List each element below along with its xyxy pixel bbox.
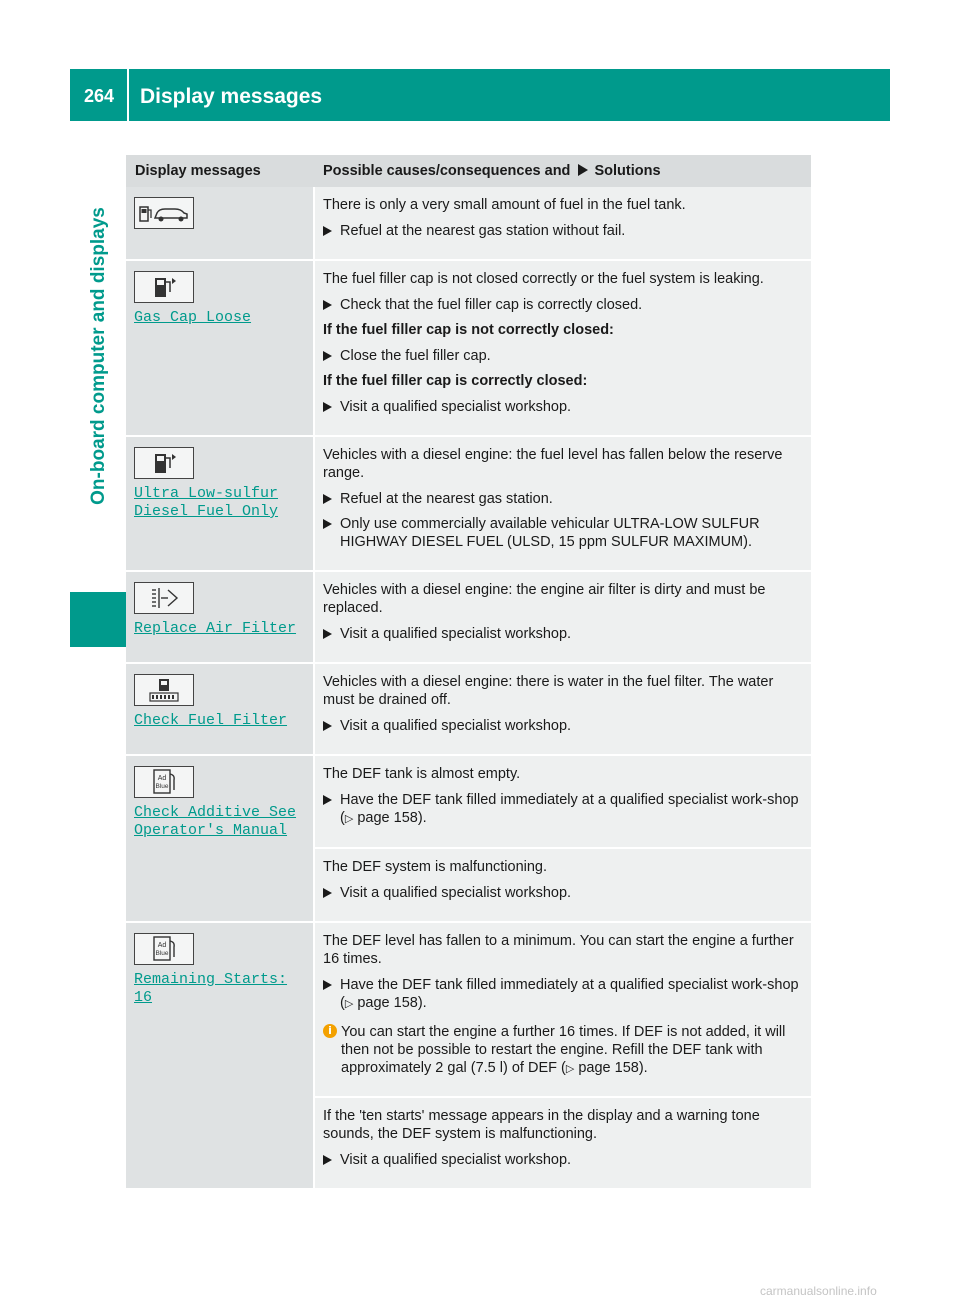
info-icon: i — [323, 1024, 337, 1038]
col-header-display-messages: Display messages — [126, 155, 314, 187]
display-message-text: Check Fuel Filter — [134, 712, 288, 729]
table-row — [126, 436, 811, 571]
air-filter-icon — [134, 582, 194, 614]
table-row — [126, 260, 811, 436]
display-message-text: Gas Cap Loose — [134, 309, 252, 326]
cause-text: The DEF level has fallen to a minimum. You can start the engine a further 16 times. — [323, 933, 794, 967]
header-divider — [127, 69, 129, 121]
table-row — [126, 922, 811, 1097]
page-ref-link[interactable]: page 158). — [357, 995, 427, 1011]
fuel-car-icon — [134, 197, 194, 229]
arrow-right-icon — [323, 351, 332, 361]
action-step: Check that the fuel filler cap is correctly closed. — [323, 296, 803, 314]
action-step: Only use commercially available vehicular ULTRA-LOW SULFUR HIGHWAY DIESEL FUEL (ULSD, 15 ppm SULFUR MAXIMUM). — [323, 515, 803, 551]
svg-text:Blue: Blue — [155, 783, 169, 790]
fuel-filter-icon — [134, 674, 194, 706]
arrow-right-icon — [323, 721, 332, 731]
svg-text:Ad: Ad — [157, 942, 167, 949]
page-title: Display messages — [140, 85, 323, 108]
arrow-right-icon — [323, 226, 332, 236]
arrow-right-icon — [323, 629, 332, 639]
arrow-right-icon — [323, 980, 332, 990]
info-note: i You can start the engine a further 16 times. If DEF is not added, it will then not be possible to restart the engine. Refill the DEF tank with approximately 2 gal (7.5 l) of DEF (▷ page 158). — [323, 1023, 803, 1078]
cause-text: There is only a very small amount of fuel in the fuel tank. — [323, 197, 686, 213]
display-message-line: Operator's Manual — [134, 822, 288, 839]
page-ref-arrow-icon: ▷ — [344, 812, 354, 825]
side-tab-label: On-board computer and displays — [87, 207, 109, 505]
condition-heading: If the fuel filler cap is not correctly closed: — [323, 322, 614, 338]
display-message-text: Remaining Starts: 16 — [134, 971, 288, 1006]
arrow-right-icon — [323, 300, 332, 310]
cause-text: Vehicles with a diesel engine: the engine air filter is dirty and must be replaced. — [323, 582, 766, 616]
action-step: Refuel at the nearest gas station. — [323, 490, 803, 508]
action-step: Visit a qualified specialist workshop. — [323, 398, 803, 416]
table-row — [126, 187, 811, 260]
display-message-line: Diesel Fuel Only — [134, 503, 279, 520]
fuel-pump-icon — [134, 271, 194, 303]
display-message-line: Check Additive See — [134, 804, 297, 821]
display-messages-table — [126, 155, 811, 1190]
arrow-right-icon — [323, 494, 332, 504]
cause-text: Vehicles with a diesel engine: there is water in the fuel filter. The water must be drained off. — [323, 674, 774, 708]
condition-heading: If the fuel filler cap is correctly closed: — [323, 373, 588, 389]
display-message-text: Replace Air Filter — [134, 620, 297, 637]
display-message-line: Ultra Low-sulfur — [134, 485, 279, 502]
table-row — [126, 571, 811, 663]
action-step: Have the DEF tank filled immediately at a qualified specialist work-shop (▷ page 158). — [323, 791, 803, 828]
fuel-pump-icon — [134, 447, 194, 479]
page-number: 264 — [84, 86, 115, 106]
svg-text:Blue: Blue — [155, 950, 169, 957]
action-step: Have the DEF tank filled immediately at a qualified specialist work-shop (▷ page 158). — [323, 976, 803, 1013]
table-header-row — [126, 155, 811, 187]
cause-text: The DEF system is malfunctioning. — [323, 859, 548, 875]
page-ref-link[interactable]: page 158). — [578, 1060, 648, 1076]
cause-text: The DEF tank is almost empty. — [323, 766, 521, 782]
table-row — [126, 663, 811, 755]
action-step: Visit a qualified specialist workshop. — [323, 1151, 803, 1169]
adblue-icon — [134, 933, 194, 965]
action-step: Close the fuel filler cap. — [323, 347, 803, 365]
page-ref-link[interactable]: page 158). — [357, 810, 427, 826]
action-step: Visit a qualified specialist workshop. — [323, 625, 803, 643]
action-step: Visit a qualified specialist workshop. — [323, 884, 803, 902]
action-step: Visit a qualified specialist workshop. — [323, 717, 803, 735]
arrow-right-icon — [323, 402, 332, 412]
side-tab — [70, 121, 127, 591]
cause-text: Vehicles with a diesel engine: the fuel level has fallen below the reserve range. — [323, 447, 783, 481]
arrow-right-icon — [578, 164, 588, 176]
action-step: Refuel at the nearest gas station without fail. — [323, 222, 803, 240]
page-ref-arrow-icon: ▷ — [565, 1062, 575, 1075]
cause-text: If the 'ten starts' message appears in the display and a warning tone sounds, the DEF system is malfunctioning. — [323, 1108, 760, 1142]
side-tab-marker — [70, 592, 127, 647]
page-ref-arrow-icon: ▷ — [344, 997, 354, 1010]
adblue-icon — [134, 766, 194, 798]
arrow-right-icon — [323, 519, 332, 529]
arrow-right-icon — [323, 1155, 332, 1165]
watermark: carmanualsonline.info — [760, 1284, 877, 1298]
arrow-right-icon — [323, 795, 332, 805]
arrow-right-icon — [323, 888, 332, 898]
col-header-causes-solutions: Possible causes/consequences and Solutions — [314, 155, 811, 187]
cause-text: The fuel filler cap is not closed correctly or the fuel system is leaking. — [323, 271, 764, 287]
svg-text:Ad: Ad — [157, 775, 167, 782]
table-row — [126, 755, 811, 848]
